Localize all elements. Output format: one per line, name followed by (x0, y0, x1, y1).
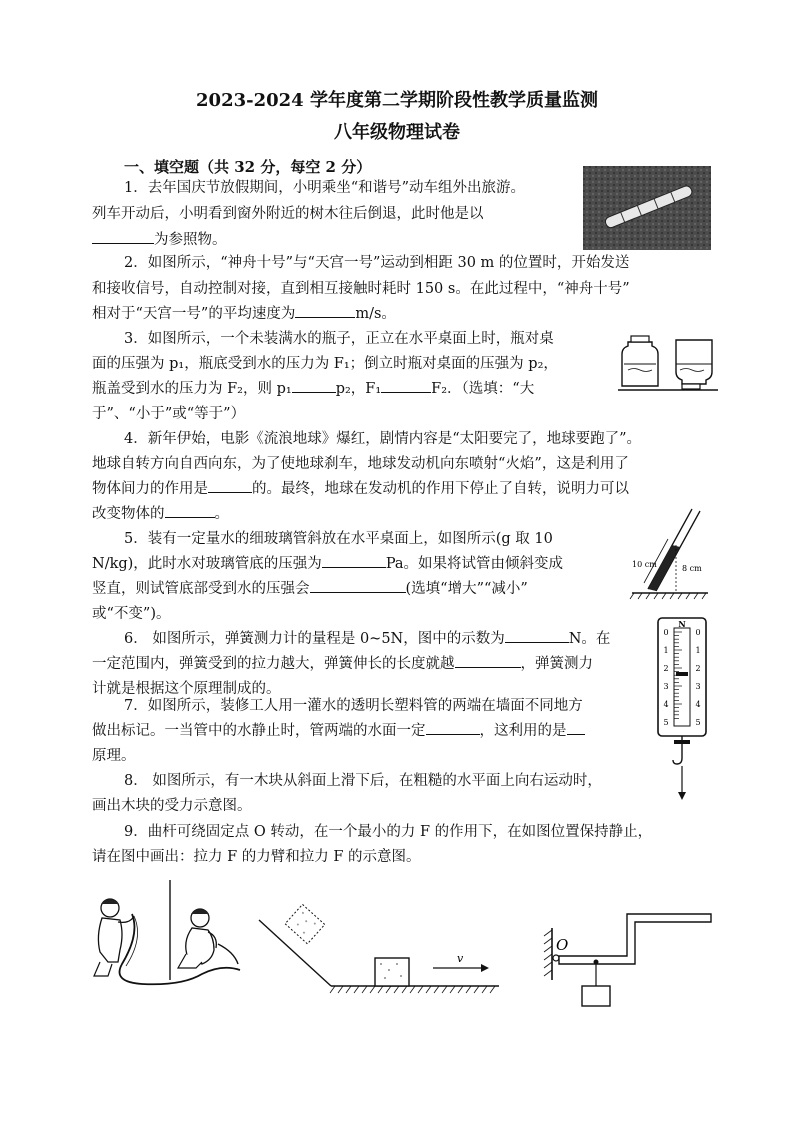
q2-line3: 相对于“天宫一号”的平均速度为 m/s。 (92, 302, 396, 326)
q7-line2: 做出标记。一当管中的水静止时，管两端的水面一定 ，这利用的是 (92, 719, 585, 743)
q4-line4: 改变物体的 。 (92, 502, 229, 526)
scale-unit-label: N (678, 619, 686, 629)
scale-tick-label: 0 (695, 628, 701, 637)
ground-hatch (362, 986, 367, 993)
exam-subtitle: 八年级物理试卷 (334, 122, 460, 143)
scale-tick-label: 5 (663, 718, 669, 727)
q9-line2: 请在图中画出：拉力 F 的力臂和拉力 F 的示意图。 (92, 849, 421, 865)
q5-line1: 5．装有一定量水的细玻璃管斜放在水平桌面上，如图所示(g 取 10 (124, 531, 553, 547)
incline-block-figure (255, 896, 503, 998)
bottles-figure (618, 334, 718, 396)
answer-blank[interactable] (567, 720, 585, 735)
ground-hatch (394, 986, 399, 993)
q2-line1: 2．如图所示，“神舟十号”与“天宫一号”运动到相距 30 m 的位置时，开始发送 (124, 255, 630, 271)
scale-pointer (676, 672, 688, 676)
answer-blank[interactable] (292, 378, 336, 393)
q3-line4: 于”、“小于”或“等于”） (92, 406, 246, 422)
ground-hatch (442, 986, 447, 993)
ground-hatch (386, 986, 391, 993)
ground-hatch (458, 986, 463, 993)
ground-hatch (426, 986, 431, 993)
scale-tick-label: 2 (663, 664, 669, 673)
ground-hatch (378, 986, 383, 993)
ground-hatch (466, 986, 471, 993)
q6-line3: 计就是根据这个原理制成的。 (92, 681, 281, 697)
ground-hatch (338, 986, 343, 993)
answer-blank[interactable] (92, 229, 154, 244)
q1-line2: 列车开动后，小明看到窗外附近的树木往后倒退，此时他是以 (92, 206, 484, 222)
answer-blank[interactable] (310, 578, 406, 593)
ground-hatch (370, 986, 375, 993)
q9-line1: 9．曲杆可绕固定点 O 转动，在一个最小的力 F 的作用下，在如图位置保持静止， (124, 824, 653, 840)
lever-figure (540, 910, 720, 1010)
q5-line3: 竖直，则试管底部受到水的压强会 (选填“增大”“减小” (92, 577, 528, 601)
scale-tick-label: 1 (663, 646, 669, 655)
ground-hatch (482, 986, 487, 993)
answer-blank[interactable] (165, 503, 215, 518)
ground-hatch (410, 986, 415, 993)
ground-hatch (354, 986, 359, 993)
q7-line3: 原理。 (92, 748, 136, 764)
q4-line2: 地球自转方向自西向东，为了使地球刹车，地球发动机向东喷射“火焰”，这是利用了 (92, 456, 629, 472)
pivot-label: O (556, 936, 569, 954)
q7-line1: 7．如图所示，装修工人用一灌水的透明长塑料管的两端在墙面不同地方 (124, 698, 583, 714)
tilted-tube-figure (628, 505, 712, 605)
answer-blank[interactable] (455, 653, 521, 668)
scale-tick-label: 3 (663, 682, 669, 691)
scale-tick-label: 4 (663, 700, 669, 709)
ground-hatch (346, 986, 351, 993)
q4-line3: 物体间力的作用是 的。最终，地球在发动机的作用下停止了自转，说明力可以 (92, 477, 629, 501)
exam-title: 2023-2024 学年度第二学期阶段性教学质量监测 (196, 90, 598, 111)
q8-line2: 画出木块的受力示意图。 (92, 798, 252, 814)
scale-tick-label: 1 (695, 646, 701, 655)
velocity-label: v (457, 952, 464, 965)
ground-hatch (434, 986, 439, 993)
q2-line2: 和接收信号，自动控制对接，直到相互接触时耗时 150 s。在此过程中，“神舟十号” (92, 281, 630, 297)
q3-line2: 面的压强为 p₁，瓶底受到水的压力为 F₁；倒立时瓶对桌面的压强为 p₂， (92, 356, 558, 372)
scale-tick-label: 2 (695, 664, 701, 673)
answer-blank[interactable] (295, 303, 355, 318)
q4-line1: 4．新年伊始，电影《流浪地球》爆红，剧情内容是“太阳要完了，地球要跑了”。 (124, 431, 642, 447)
ground-hatch (402, 986, 407, 993)
q1-line1: 1．去年国庆节放假期间，小明乘坐“和谐号”动车组外出旅游。 (124, 180, 526, 196)
q6-line1: 6． 如图所示，弹簧测力计的量程是 0~5N，图中的示数为 N。在 (124, 627, 610, 651)
scale-tick-label: 5 (695, 718, 701, 727)
ground-hatch (474, 986, 479, 993)
ground-hatch (490, 986, 495, 993)
ground-hatch (330, 986, 335, 993)
scale-tick-label: 3 (695, 682, 701, 691)
section-heading: 一、填空题（共 32 分，每空 2 分） (124, 158, 372, 176)
workers-hose-figure (88, 880, 242, 992)
q1-line3: 为参照物。 (92, 228, 227, 252)
answer-blank[interactable] (322, 553, 386, 568)
tube-height-label: 8 cm (682, 564, 702, 573)
q8-line1: 8． 如图所示，有一木块从斜面上滑下后，在粗糙的水平面上向右运动时， (124, 773, 602, 789)
spring-scale-figure (652, 614, 712, 802)
q3-line1: 3．如图所示，一个未装满水的瓶子，正立在水平桌面上时，瓶对桌 (124, 331, 554, 347)
answer-blank[interactable] (208, 478, 252, 493)
answer-blank[interactable] (505, 628, 569, 643)
ground-hatch (450, 986, 455, 993)
ground-hatch (418, 986, 423, 993)
q5-line2: N/kg)，此时水对玻璃管底的压强为 Pa。如果将试管由倾斜变成 (92, 552, 563, 576)
q3-line3: 瓶盖受到水的压力为 F₂，则 p₁ p₂，F₁ F₂．（选填：“大 (92, 377, 534, 401)
scale-tick-label: 4 (695, 700, 701, 709)
scale-tick-label: 0 (663, 628, 669, 637)
answer-blank[interactable] (381, 378, 431, 393)
train-photo (583, 166, 711, 250)
tube-slant-label: 10 cm (632, 560, 657, 569)
answer-blank[interactable] (426, 720, 480, 735)
q6-line2: 一定范围内，弹簧受到的拉力越大，弹簧伸长的长度就越 ，弹簧测力 (92, 652, 593, 676)
q5-line4: 或“不变”)。 (92, 606, 171, 622)
